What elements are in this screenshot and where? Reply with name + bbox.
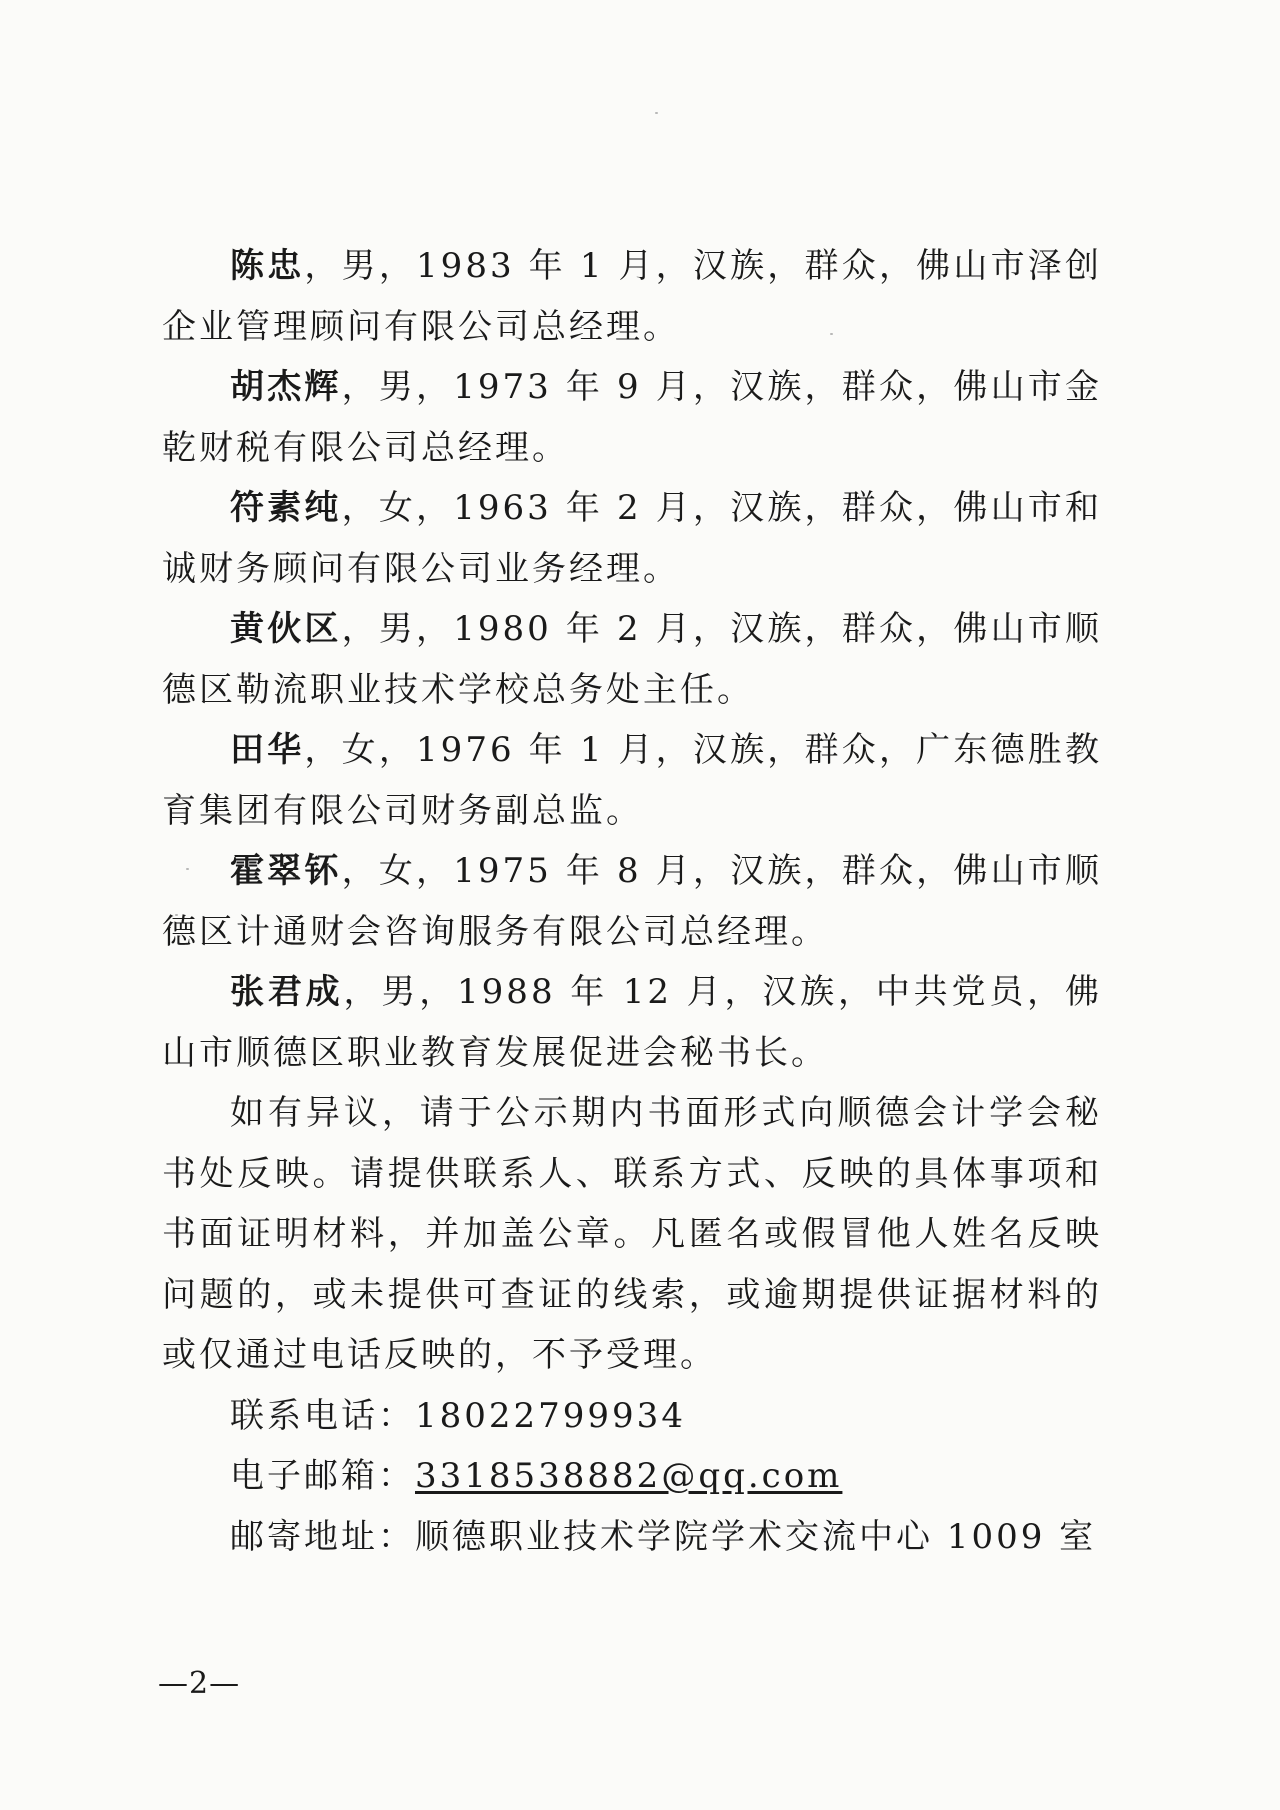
scan-speck (655, 112, 658, 114)
person-details: ，男，1983 年 1 月，汉族，群众，佛山市泽创企业管理顾问有限公司总经理。 (162, 246, 1102, 347)
person-entry (162, 962, 1102, 1083)
person-name: 霍翠钚 (230, 851, 342, 891)
person-entry (162, 720, 1102, 841)
person-details: ，女，1976 年 1 月，汉族，群众，广东德胜教育集团有限公司财务副总监。 (162, 730, 1102, 831)
person-name: 田华 (230, 730, 305, 770)
document-body (162, 236, 1102, 1567)
person-name: 陈忠 (230, 246, 305, 286)
person-name: 胡杰辉 (230, 367, 342, 407)
person-details: ，男，1973 年 9 月，汉族，群众，佛山市金乾财税有限公司总经理。 (162, 367, 1102, 468)
person-entry (162, 236, 1102, 357)
person-details: ，男，1980 年 2 月，汉族，群众，佛山市顺德区勒流职业技术学校总务处主任。 (162, 609, 1102, 710)
address-label: 邮寄地址： (230, 1516, 415, 1557)
person-details: ，男，1988 年 12 月，汉族，中共党员，佛山市顺德区职业教育发展促进会秘书长。 (162, 972, 1103, 1073)
contact-phone (162, 1386, 1102, 1447)
person-details: ，女，1963 年 2 月，汉族，群众，佛山市和诚财务顾问有限公司业务经理。 (162, 488, 1102, 589)
person-entry (162, 478, 1102, 599)
person-name: 符素纯 (230, 488, 342, 528)
email-label: 电子邮箱： (230, 1456, 415, 1496)
person-name: 黄伙区 (230, 609, 342, 649)
address-value: 顺德职业技术学院学术交流中心 1009 室 (415, 1516, 1097, 1557)
phone-label: 联系电话： (230, 1395, 415, 1436)
page-number: —2— (158, 1666, 241, 1701)
person-details: ，女，1975 年 8 月，汉族，群众，佛山市顺德区计通财会咨询服务有限公司总经理。 (162, 851, 1102, 952)
objection-notice: 如有异议，请于公示期内书面形式向顺德会计学会秘书处反映。请提供联系人、联系方式、反映的具体事项和书面证明材料，并加盖公章。凡匿名或假冒他人姓名反映问题的，或未提供可查证的线索，或逾期提供证据材料的或仅通过电话反映的，不予受理。 (162, 1093, 1102, 1375)
contact-address (162, 1507, 1102, 1568)
email-link[interactable]: 3318538882@qq.com (415, 1456, 843, 1496)
person-name: 张君成 (230, 972, 344, 1012)
contact-email (162, 1446, 1102, 1507)
phone-value: 18022799934 (415, 1395, 686, 1436)
person-entry (162, 841, 1102, 962)
person-entry (162, 599, 1102, 720)
person-entry (162, 357, 1102, 478)
